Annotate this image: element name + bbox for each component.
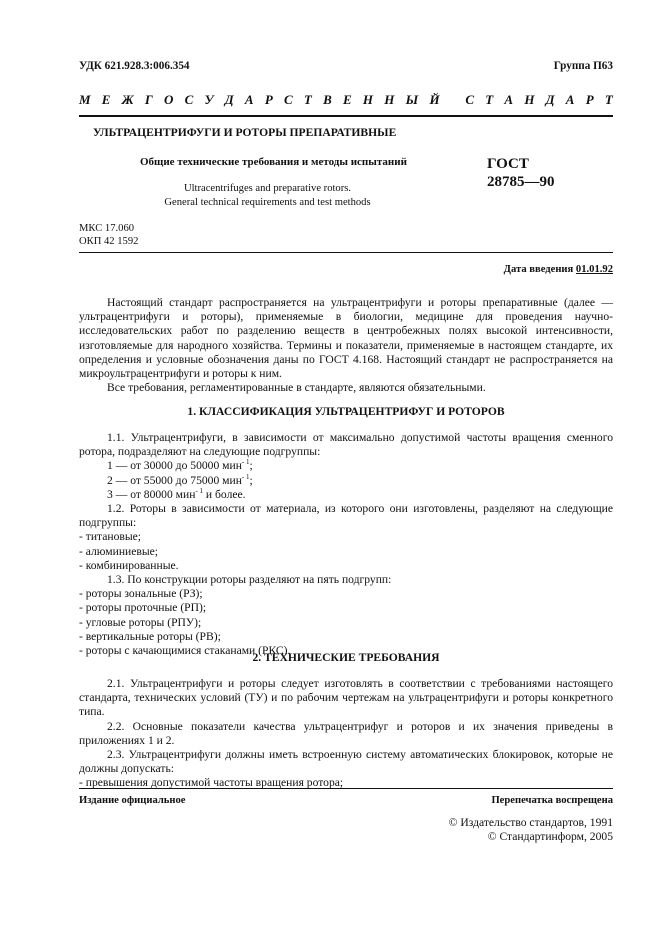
header-divider	[79, 115, 613, 117]
gost-designation	[487, 155, 555, 191]
lock-item: - превышения допустимой частоты вращения ротора;	[79, 776, 344, 790]
spaced-heading-letter: У	[204, 92, 214, 107]
spaced-heading-letter: Е	[343, 92, 352, 107]
spaced-heading-letter: Т	[485, 92, 494, 107]
intro-paragraph-2: Все требования, регламентированные в стандарте, являются обязательными.	[107, 381, 486, 395]
group-code: Группа П63	[553, 60, 613, 72]
rotor-item: - роторы проточные (РП);	[79, 601, 207, 615]
subgroup-3: 3 — от 80000 мин$^{- 1}$ и более.	[107, 486, 246, 501]
spaced-heading-letter: Е	[101, 92, 111, 107]
document-subtitle: Общие технические требования и методы испытаний	[140, 156, 407, 168]
english-title-line-1: Ultracentrifuges and preparative rotors.	[183, 183, 352, 194]
english-title-line-2: General technical requirements and test methods	[164, 197, 371, 208]
intro-paragraph-1: Настоящий стандарт распространяется на ультрацентрифуги и роторы препаративные (далее — ультрацентрифуги и роторы), применяемые в биологии, медицине для проведения научно-исследовательских работ по разделению веществ в центробежных полях высокой интенсивности, изготовляемые для народного хозяйства. Термины и показатели, применяемые в настоящем стандарте, их определения и условные обозначения даны по ГОСТ 4.168. Настоящий стандарт не распространяется на микроультрацентрифуги и роторы к ним.	[79, 296, 613, 381]
intro-text	[79, 296, 613, 395]
clause-1-1: 1.1. Ультрацентрифуги, в зависимости от максимально допустимой частоты вращения сменного ротора, подразделяют на следующие подгруппы:	[79, 431, 613, 459]
spaced-heading-letter: С	[284, 92, 293, 107]
spaced-heading-letter: Н	[362, 92, 374, 107]
rotor-item: - роторы зональные (РЗ);	[79, 587, 203, 601]
spaced-heading-letter: В	[323, 92, 332, 107]
reprint-prohibited-label: Перепечатка воспрещена	[491, 795, 613, 806]
spaced-heading-letter: Н	[524, 92, 535, 107]
spaced-heading-letter: Т	[604, 92, 613, 107]
spaced-heading-letter: О	[163, 92, 174, 107]
spaced-heading-letter: Р	[264, 92, 273, 107]
okp-code: ОКП 42 1592	[79, 236, 139, 247]
section-2-heading: 2. ТЕХНИЧЕСКИЕ ТРЕБОВАНИЯ	[252, 651, 440, 664]
spaced-heading-letter: А	[565, 92, 575, 107]
clause-1-3: 1.3. По конструкции роторы разделяют на пять подгрупп:	[107, 573, 392, 587]
mks-code: МКС 17.060	[79, 223, 135, 234]
section-1-body	[79, 431, 613, 658]
spaced-heading-letter: Н	[384, 92, 395, 107]
subgroup-1: 1 — от 30000 до 50000 мин$^{- 1}$;	[107, 458, 253, 473]
spaced-heading-letter: Г	[144, 92, 153, 107]
section-2-body	[79, 677, 613, 791]
udk-code: УДК 621.928.3:006.354	[79, 60, 190, 72]
rotor-item: - угловые роторы (РПУ);	[79, 615, 202, 629]
footer-divider	[79, 788, 613, 789]
spaced-heading-letter	[451, 92, 454, 108]
section-1-heading: 1. КЛАССИФИКАЦИЯ УЛЬТРАЦЕНТРИФУГ И РОТОРОВ	[187, 405, 505, 418]
gost-label: ГОСТ	[487, 156, 529, 172]
gost-number: 28785—90	[487, 174, 555, 190]
intro-date-value: 01.01.92	[575, 264, 613, 275]
copyright-line-2: © Стандартинформ, 2005	[487, 830, 613, 843]
document-title: УЛЬТРАЦЕНТРИФУГИ И РОТОРЫ ПРЕПАРАТИВНЫЕ	[93, 126, 397, 139]
clause-1-2: 1.2. Роторы в зависимости от материала, из которого они изготовлены, разделяют на следующие подгруппы:	[79, 502, 613, 530]
spaced-heading-letter: Д	[224, 92, 234, 107]
spaced-heading-letter: Д	[545, 92, 555, 107]
spaced-heading-letter: Ы	[405, 92, 419, 107]
spaced-heading-letter: А	[504, 92, 514, 107]
spaced-heading-letter: Р	[585, 92, 594, 107]
spaced-heading-letter: М	[79, 92, 91, 107]
english-title	[140, 182, 395, 210]
copyright-line-1: © Издательство стандартов, 1991	[448, 816, 613, 829]
clause-2-1: 2.1. Ультрацентрифуги и роторы следует изготовлять в соответствии с требованиями настоящего стандарта, технических условий (ТУ) и по рабочим чертежам на ультрацентрифуги и роторы конкретного типа.	[79, 677, 613, 719]
spaced-heading-letter: Т	[303, 92, 312, 107]
codes-divider	[79, 252, 613, 253]
spaced-heading-letter: Ж	[121, 92, 134, 107]
spaced-heading-letter: А	[244, 92, 254, 107]
rotor-item: - роторы с качающимися стаканами (РКС).	[79, 644, 291, 658]
intro-date	[504, 264, 613, 275]
material-item: - алюминиевые;	[79, 544, 159, 558]
spaced-heading-letter: Й	[429, 92, 440, 107]
spaced-heading-letter: С	[184, 92, 194, 107]
classification-codes	[79, 222, 138, 248]
subgroup-2: 2 — от 55000 до 75000 мин$^{- 1}$;	[107, 472, 253, 487]
official-edition-label: Издание официальное	[79, 795, 186, 806]
clause-2-3: 2.3. Ультрацентрифуги должны иметь встроенную систему автоматических блокировок, которые не должны допускать:	[79, 748, 613, 776]
rotor-item: - вертикальные роторы (РВ);	[79, 629, 221, 643]
spaced-heading-letter: С	[465, 92, 474, 107]
copyright-block	[449, 816, 613, 844]
material-item: - комбинированные.	[79, 558, 179, 572]
material-item: - титановые;	[79, 530, 142, 544]
intro-date-label: Дата введения	[503, 264, 574, 275]
clause-2-2: 2.2. Основные показатели качества ультрацентрифуг и роторов и их значения приведены в приложениях 1 и 2.	[79, 719, 613, 747]
interstate-standard-heading	[79, 92, 613, 108]
